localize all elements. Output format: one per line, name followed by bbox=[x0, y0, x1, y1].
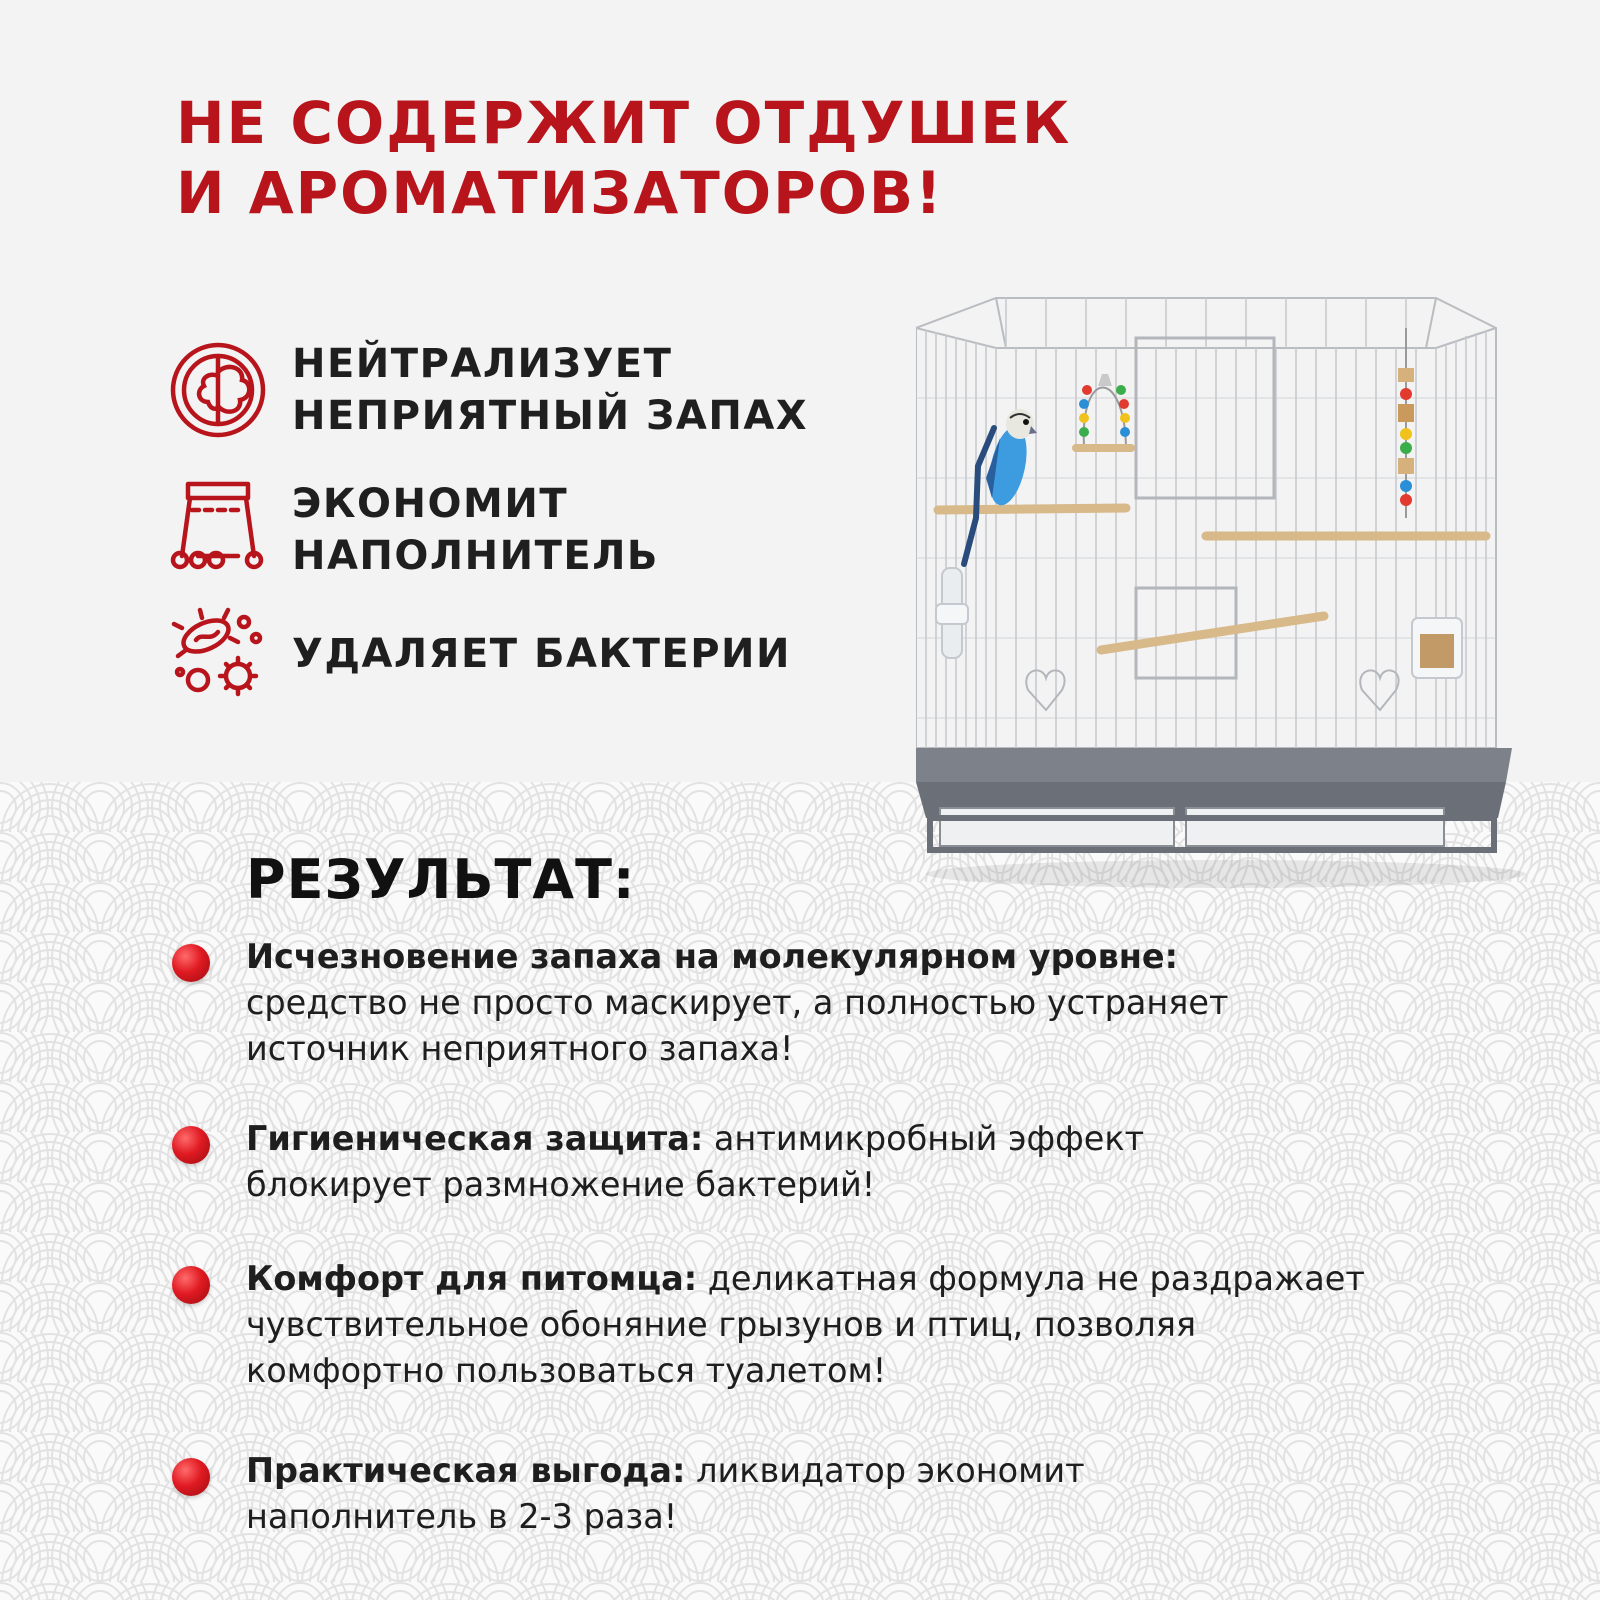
result-item-2-line-2: блокирует размножение бактерий! bbox=[246, 1165, 876, 1204]
result-title: РЕЗУЛЬТАТ: bbox=[246, 848, 636, 911]
result-item-3-bold: Комфорт для питомца: bbox=[246, 1259, 698, 1298]
result-item-1-bold: Исчезновение запаха на молекулярном уровне: bbox=[246, 937, 1179, 976]
result-item-3-line-3: комфортно пользоваться туалетом! bbox=[246, 1351, 887, 1390]
odor-neutralize-icon bbox=[168, 340, 268, 440]
result-item-1-line-2: средство не просто маскирует, а полностью устраняет bbox=[246, 983, 1229, 1022]
feature-bacteria bbox=[168, 604, 791, 704]
feature-3-line-1: УДАЛЯЕТ БАКТЕРИИ bbox=[292, 631, 791, 677]
result-item-4-bold: Практическая выгода: bbox=[246, 1451, 686, 1490]
headline-line-2: И АРОМАТИЗАТОРОВ! bbox=[176, 159, 944, 227]
bacteria-icon bbox=[168, 604, 268, 704]
litter-bag-icon bbox=[168, 480, 268, 580]
result-item-4-rest: ликвидатор экономит bbox=[685, 1451, 1085, 1490]
feature-2-line-1: ЭКОНОМИТ bbox=[292, 481, 569, 527]
bullet-dot-icon bbox=[172, 1126, 210, 1164]
result-item-2-bold: Гигиеническая защита: bbox=[246, 1119, 704, 1158]
headline-line-1: НЕ СОДЕРЖИТ ОТДУШЕК bbox=[176, 89, 1072, 157]
bullet-dot-icon bbox=[172, 944, 210, 982]
result-item-4-line-2: наполнитель в 2-3 раза! bbox=[246, 1497, 678, 1536]
feature-1-line-1: НЕЙТРАЛИЗУЕТ bbox=[292, 341, 673, 387]
bullet-dot-icon bbox=[172, 1458, 210, 1496]
bullet-dot-icon bbox=[172, 1266, 210, 1304]
feature-economy bbox=[168, 478, 659, 582]
feature-2-line-2: НАПОЛНИТЕЛЬ bbox=[292, 533, 659, 579]
headline bbox=[176, 88, 1071, 228]
bird-cage-image bbox=[916, 278, 1538, 890]
result-item-3-rest: деликатная формула не раздражает bbox=[697, 1259, 1365, 1298]
result-item-2-rest: антимикробный эффект bbox=[703, 1119, 1145, 1158]
feature-neutralize bbox=[168, 338, 808, 442]
result-item-3-line-2: чувствительное обоняние грызунов и птиц, позволяя bbox=[246, 1305, 1197, 1344]
feature-1-line-2: НЕПРИЯТНЫЙ ЗАПАХ bbox=[292, 393, 809, 439]
result-item-1-line-3: источник неприятного запаха! bbox=[246, 1029, 794, 1068]
